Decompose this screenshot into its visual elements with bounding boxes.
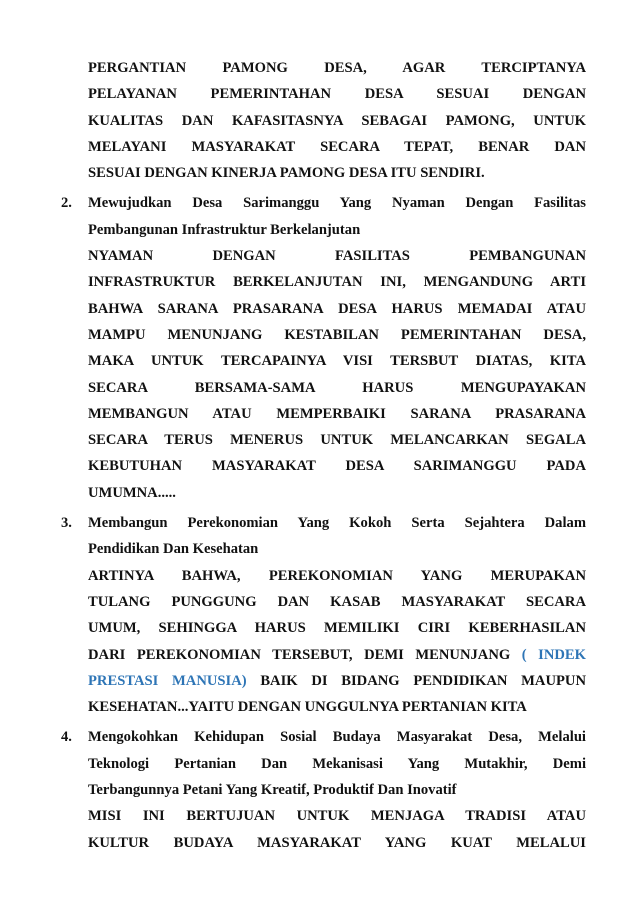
text-line: [88, 668, 586, 694]
text-line: KUALITAS DAN KAFASITASNYA SEBAGAI PAMONG, UNTUK: [88, 112, 586, 129]
title-line: Mengokohkan Kehidupan Sosial Budaya Masyarakat Desa, Melalui: [88, 729, 586, 746]
text-segment: DARI PEREKONOMIAN TERSEBUT, DEMI MENUNJANG: [88, 646, 511, 663]
item-body: [88, 243, 586, 506]
text-line: NYAMAN DENGAN FASILITAS PEMBANGUNAN: [88, 248, 586, 265]
text-line: PELAYANAN PEMERINTAHAN DESA SESUAI DENGAN: [88, 86, 586, 103]
title-line: Membangun Perekonomian Yang Kokoh Serta Sejahtera Dalam: [88, 515, 586, 532]
list-number: 4.: [61, 729, 72, 746]
text-line: UMUMNA.....: [88, 484, 176, 501]
list-number: 3.: [61, 515, 72, 532]
item-body: [88, 563, 586, 721]
text-line: MEMBANGUN ATAU MEMPERBAIKI SARANA PRASARANA: [88, 405, 586, 422]
text-line: KESEHATAN...YAITU DENGAN UNGGULNYA PERTANIAN KITA: [88, 699, 527, 716]
text-line: ARTINYA BAHWA, PEREKONOMIAN YANG MERUPAKAN: [88, 567, 586, 584]
item-title: [88, 724, 586, 803]
title-line: Pembangunan Infrastruktur Berkelanjutan: [88, 221, 361, 238]
text-line: PERGANTIAN PAMONG DESA, AGAR TERCIPTANYA: [88, 60, 586, 76]
list-item-4: [61, 724, 586, 855]
text-line: BAHWA SARANA PRASARANA DESA HARUS MEMADAI ATAU: [88, 300, 586, 317]
title-line: Pendidikan Dan Kesehatan: [88, 541, 259, 558]
text-line: MELAYANI MASYARAKAT SECARA TEPAT, BENAR DAN: [88, 138, 586, 155]
title-line: Terbangunnya Petani Yang Kreatif, Produktif Dan Inovatif: [88, 782, 457, 799]
text-line: SECARA TERUS MENERUS UNTUK MELANCARKAN SEGALA: [88, 432, 586, 449]
title-line: Teknologi Pertanian Dan Mekanisasi Yang Mutakhir, Demi: [88, 755, 586, 772]
item-title: [88, 510, 586, 563]
text-line: SESUAI DENGAN KINERJA PAMONG DESA ITU SENDIRI.: [88, 165, 485, 182]
item-body: [88, 803, 586, 856]
text-segment: BAIK DI BIDANG PENDIDIKAN MAUPUN: [260, 672, 586, 689]
item-title: [88, 190, 586, 243]
highlighted-text: ( INDEK: [521, 646, 586, 663]
text-line: MAKA UNTUK TERCAPAINYA VISI TERSBUT DIATAS, KITA: [88, 353, 586, 370]
list-item-2: [61, 190, 586, 506]
text-line: KULTUR BUDAYA MASYARAKAT YANG KUAT MELALUI: [88, 834, 586, 851]
text-line: UMUM, SEHINGGA HARUS MEMILIKI CIRI KEBERHASILAN: [88, 620, 586, 637]
text-line: SECARA BERSAMA-SAMA HARUS MENGUPAYAKAN: [88, 379, 586, 396]
text-line: KEBUTUHAN MASYARAKAT DESA SARIMANGGU PADA: [88, 458, 586, 475]
text-line: TULANG PUNGGUNG DAN KASAB MASYARAKAT SECARA: [88, 593, 586, 610]
list-item-3: [61, 510, 586, 720]
text-line: MAMPU MENUNJANG KESTABILAN PEMERINTAHAN DESA,: [88, 326, 586, 343]
text-line: INFRASTRUKTUR BERKELANJUTAN INI, MENGANDUNG ARTI: [88, 274, 586, 291]
list-number: 2.: [61, 195, 72, 212]
highlighted-text: PRESTASI MANUSIA): [88, 672, 247, 689]
text-line: MISI INI BERTUJUAN UNTUK MENJAGA TRADISI ATAU: [88, 808, 586, 825]
text-line: [88, 642, 586, 668]
title-line: Mewujudkan Desa Sarimanggu Yang Nyaman Dengan Fasilitas: [88, 195, 586, 212]
intro-paragraph: [88, 55, 586, 186]
